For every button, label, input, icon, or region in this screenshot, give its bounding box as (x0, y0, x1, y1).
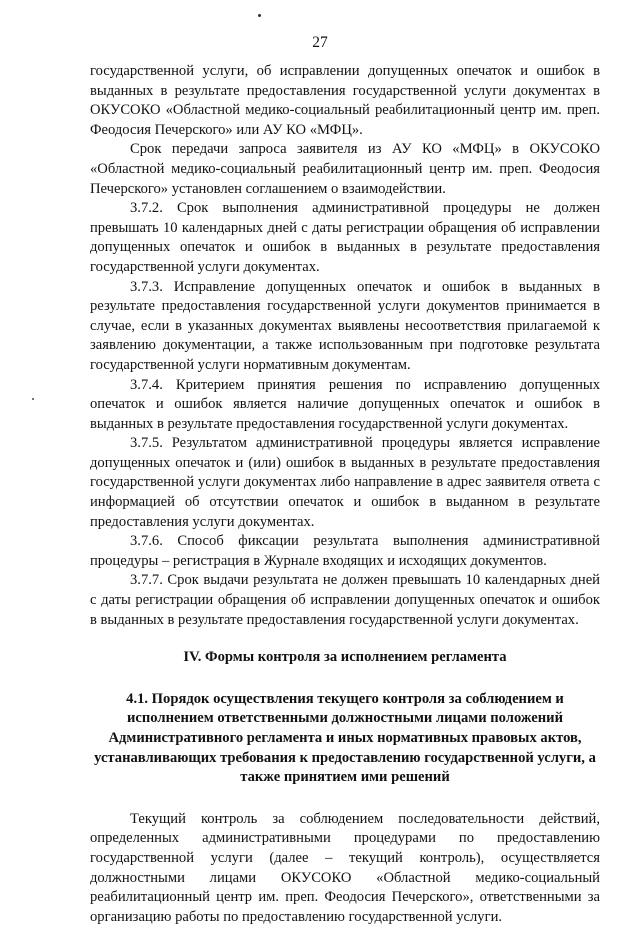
subsection-heading-4-1: 4.1. Порядок осуществления текущего контроля за соблюдением и исполнением ответственными должностными лицами положений Административного регламента и иных нормативных правовых актов, устанавливающих требования к предоставлению государственной услуги, а также принятием ими решений (94, 690, 596, 786)
document-body (90, 62, 600, 927)
paragraph-3-7-7: 3.7.7. Срок выдачи результата не должен превышать 10 календарных дней с даты регистрации обращения об исправлении допущенных опечаток и ошибок в выданных в результате предоставления государственной услуги документах. (90, 572, 600, 628)
section-heading-iv: IV. Формы контроля за исполнением регламента (183, 649, 507, 666)
paragraph-3-7-6: 3.7.6. Способ фиксации результата выполнения административной процедуры – регистрация в Журнале входящих и исходящих документов. (90, 533, 600, 569)
paragraph-3-7-2: 3.7.2. Срок выполнения административной процедуры не должен превышать 10 календарных дней с даты регистрации обращения об исправлении допущенных опечаток и ошибок в выданных в результате предоставления государственной услуги документах. (90, 200, 600, 275)
paragraph-3-7-3: 3.7.3. Исправление допущенных опечаток и ошибок в выданных в результате предоставления государственной услуги документов принимается в случае, если в указанных документах выявлены несоответствия прилагаемой к заявлению документации, а также использованным при подготовке результата государственной услуги нормативным документам. (90, 278, 600, 373)
page-number: 27 (312, 34, 328, 51)
paragraph-current-control: Текущий контроль за соблюдением последовательности действий, определенных административными процедурами по предоставлению государственной услуги (далее – текущий контроль), осуществляется должностными лицами ОКУСОКО «Областной медико-социальный реабилитационный центр им. преп. Феодосия Печерского», ответственными за организацию работы по предоставлению государственной услуги. (90, 810, 600, 925)
paragraph-3-7-5: 3.7.5. Результатом административной процедуры является исправление допущенных опечаток и (или) ошибок в выданных в результате предоставления государственной услуги документах либо направление в адрес заявителя ответа с информацией об отсутствии опечаток и ошибок в выданном в результате предоставления услуги документах. (90, 435, 600, 530)
paragraph-request-transfer: Срок передачи запроса заявителя из АУ КО «МФЦ» в ОКУСОКО «Областной медико-социальный реабилитационный центр им. преп. Феодосия Печерского» установлен соглашением о взаимодействии. (90, 141, 600, 197)
scan-dot (258, 14, 261, 17)
paragraph-continuation: государственной услуги, об исправлении допущенных опечаток и ошибок в выданных в результате предоставления государственной услуги документах в ОКУСОКО «Областной медико-социальный реабилитационный центр им. преп. Феодосия Печерского» или АУ КО «МФЦ». (90, 63, 600, 138)
scan-dot-left (32, 398, 34, 400)
paragraph-3-7-4: 3.7.4. Критерием принятия решения по исправлению допущенных опечаток и ошибок является наличие допущенных опечаток и ошибок в выданных в результате предоставления государственной услуги документах. (90, 376, 600, 432)
